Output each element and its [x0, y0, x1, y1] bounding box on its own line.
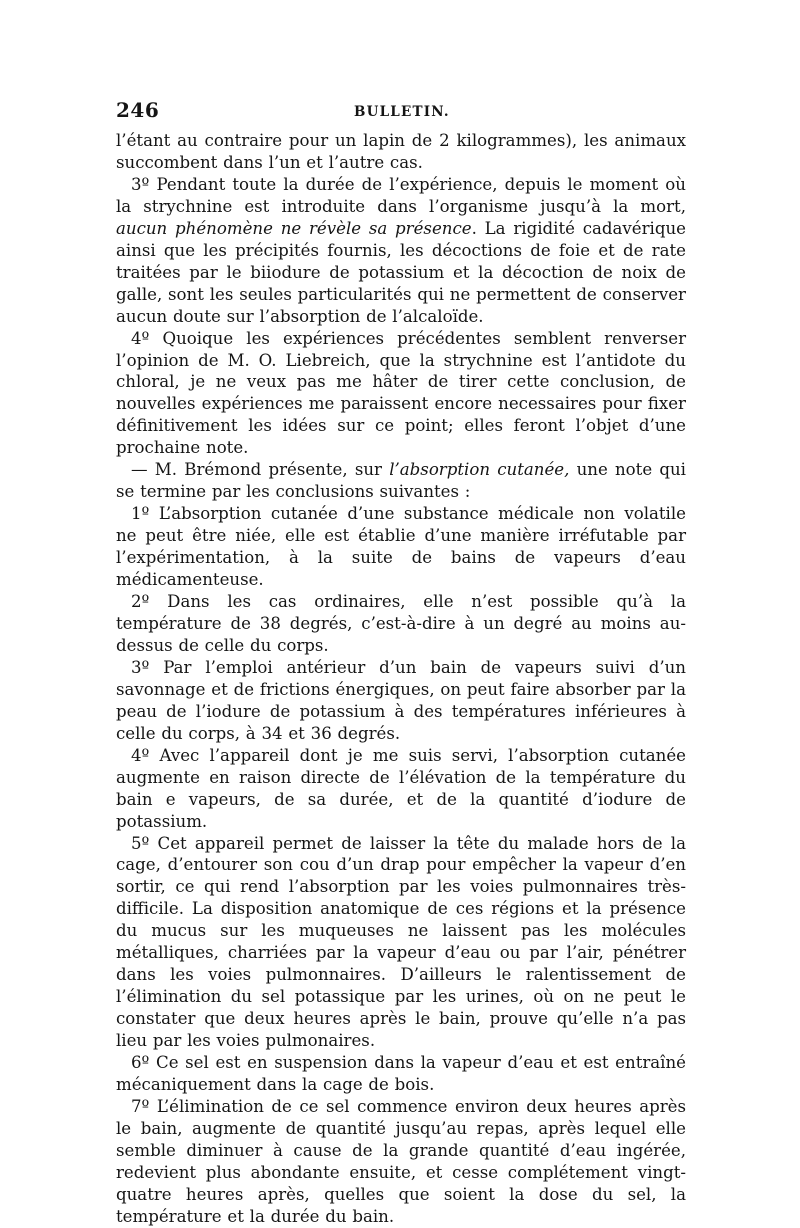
paragraph-text-start: — M. Brémond présente, sur: [131, 460, 390, 480]
page-number: 246: [116, 98, 160, 122]
paragraph-text-end: une note qui se termine par les conclusions suivantes :: [116, 460, 686, 502]
paragraph-text-start: 3º Pendant toute la durée de l’expérience, depuis le moment où la strychnine est introduite dans l’organisme jusqu’à la mort,: [116, 174, 686, 216]
conclusion-1: 1º L’absorption cutanée d’une substance médicale non volatile ne peut être niée, elle est établie d’une manière irréfutable par l’expérimentation, à la suite de bains de vapeurs d’eau médicamenteuse.: [116, 504, 686, 590]
conclusion-6: 6º Ce sel est en suspension dans la vapeur d’eau et est entraîné mécaniquement dans la cage de bois.: [116, 1053, 686, 1094]
conclusion-4: 4º Avec l’appareil dont je me suis servi, l’absorption cutanée augmente en raison directe de l’élévation de la température du bain e vapeurs, de sa durée, et de la quantité d’iodure de potassium.: [116, 745, 686, 831]
conclusion-7: 7º L’élimination de ce sel commence environ deux heures après le bain, augmente de quantité jusqu’au repas, après lequel elle semble diminuer à cause de la grande quantité d’eau ingérée, redevient plus abondante ensuite, et cesse complétement vingt-quatre heures après, quelles que soient la dose du sel, la température et la durée du bain.: [116, 1096, 686, 1226]
running-head: BULLETIN.: [354, 104, 450, 120]
paragraph-continuation: l’étant au contraire pour un lapin de 2 kilogrammes), les animaux succombent dans l’un et l’autre cas.: [116, 131, 686, 172]
body-text: [116, 130, 686, 1228]
paragraph-text-end: . La rigidité cadavérique ainsi que les précipités fournis, les décoctions de foie et de rate traitées par le biiodure de potassium et la décoction de noix de galle, sont les seules particularités qui ne permettent de conserver aucun doute sur l’absorption de l’alcaloïde.: [116, 218, 686, 326]
paragraph-point-4-liebreich: 4º Quoique les expériences précédentes semblent renverser l’opinion de M. O. Liebreich, que la strychnine est l’antidote du chloral, je ne veux pas me hâter de tirer cette conclusion, de nouvelles expériences me paraissent encore necessaires pour fixer définitivement les idées sur ce point; elles feront l’objet d’une prochaine note.: [116, 328, 686, 458]
conclusion-3: 3º Par l’emploi antérieur d’un bain de vapeurs suivi d’un savonnage et de frictions énergiques, on peut faire absorber par la peau de l’iodure de potassium à des températures inférieures à celle du corps, à 34 et 36 degrés.: [116, 657, 686, 743]
conclusion-5: 5º Cet appareil permet de laisser la tête du malade hors de la cage, d’entourer son cou d’un drap pour empêcher la vapeur d’en sortir, ce qui rend l’absorption par les voies pulmonnaires très-difficile. La disposition anatomique de ces régions et la présence du mucus sur les muqueuses ne laissent pas les molécules métalliques, charriées par la vapeur d’eau ou par l’air, pénétrer dans les voies pulmonnaires. D’ailleurs le ralentissement de l’élimination du sel potassique par les urines, où on ne peut le constater que deux heures après le bain, prouve qu’elle n’a pas lieu par les voies pulmonaires.: [116, 833, 686, 1051]
paragraph-bremond-intro: [116, 459, 686, 503]
page-header: [116, 98, 686, 128]
conclusion-2: 2º Dans les cas ordinaires, elle n’est possible qu’à la température de 38 degrés, c’est-à-dire à un degré au moins au-dessus de celle du corps.: [116, 592, 686, 655]
italic-phrase: aucun phénomène ne révèle sa présence: [116, 218, 472, 238]
paragraph-point-3-strychnine: [116, 174, 686, 328]
italic-phrase: l’absorption cutanée,: [389, 460, 570, 480]
